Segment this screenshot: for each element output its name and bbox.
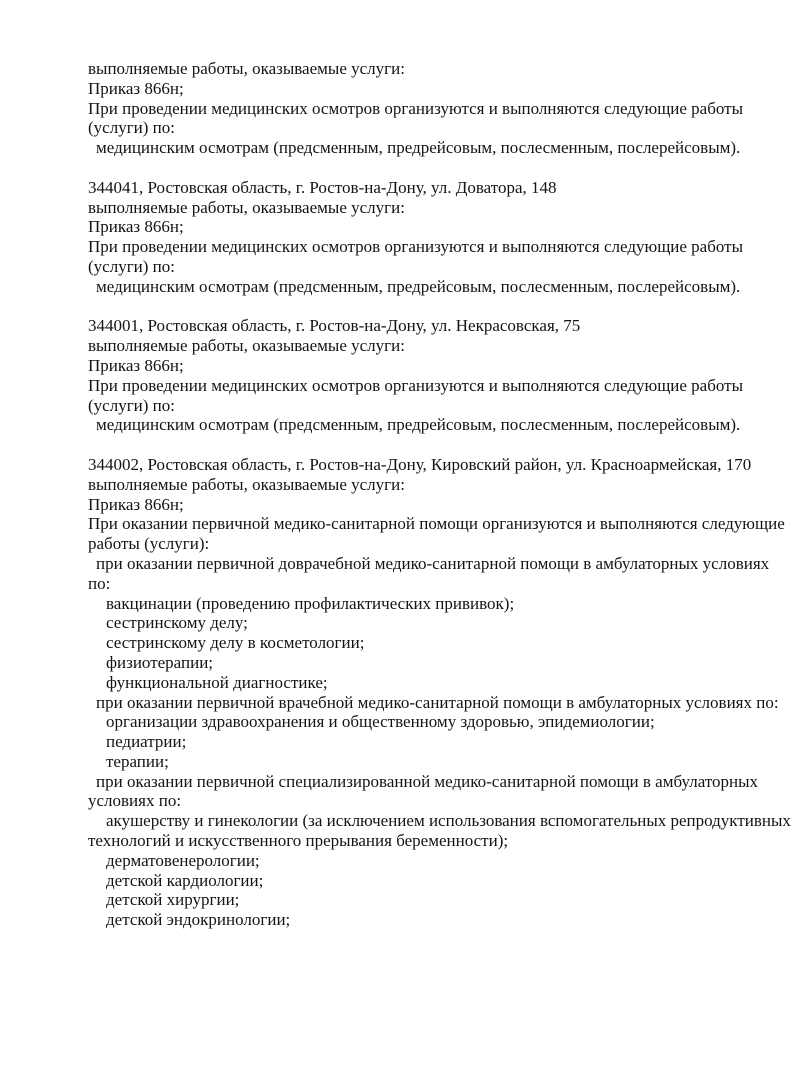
text-line: выполняемые работы, оказываемые услуги: bbox=[88, 474, 405, 494]
text-line: детской хирургии; bbox=[106, 890, 240, 910]
license-section-1 bbox=[88, 59, 784, 158]
license-section-4 bbox=[88, 454, 791, 930]
text-line: организации здравоохранения и общественному здоровью, эпидемиологии; bbox=[106, 712, 655, 732]
text-line: Приказ 866н; bbox=[88, 355, 184, 375]
text-line: (услуги) по: bbox=[88, 395, 175, 415]
text-line: при оказании первичной врачебной медико-санитарной помощи в амбулаторных условиях по: bbox=[96, 692, 779, 712]
text-line: работы (услуги): bbox=[88, 534, 210, 554]
text-line: Приказ 866н; bbox=[88, 78, 184, 98]
text-line: сестринскому делу; bbox=[106, 613, 248, 633]
text-line: детской эндокринологии; bbox=[106, 910, 291, 930]
text-line: (услуги) по: bbox=[88, 118, 175, 138]
license-section-3 bbox=[88, 316, 784, 435]
text-line: 344001, Ростовская область, г. Ростов-на-Дону, ул. Некрасовская, 75 bbox=[88, 316, 581, 336]
text-line: (услуги) по: bbox=[88, 256, 175, 276]
text-line: детской кардиологии; bbox=[106, 870, 264, 890]
text-line: 344002, Ростовская область, г. Ростов-на-Дону, Кировский район, ул. Красноармейская, 170 bbox=[88, 454, 752, 474]
text-line: вакцинации (проведению профилактических прививок); bbox=[106, 593, 515, 613]
text-line: по: bbox=[88, 573, 111, 593]
text-line: При проведении медицинских осмотров организуются и выполняются следующие работы bbox=[88, 375, 743, 395]
text-line: педиатрии; bbox=[106, 732, 187, 752]
text-line: дерматовенерологии; bbox=[106, 850, 260, 870]
text-line: функциональной диагностике; bbox=[106, 672, 328, 692]
text-line: терапии; bbox=[106, 751, 169, 771]
text-line: сестринскому делу в косметологии; bbox=[106, 633, 365, 653]
license-section-2 bbox=[88, 178, 784, 297]
text-line: медицинским осмотрам (предсменным, предрейсовым, послесменным, послерейсовым). bbox=[96, 276, 741, 296]
text-line: медицинским осмотрам (предсменным, предрейсовым, послесменным, послерейсовым). bbox=[96, 138, 741, 158]
text-line: 344041, Ростовская область, г. Ростов-на-Дону, ул. Доватора, 148 bbox=[88, 177, 557, 197]
license-works-text bbox=[88, 59, 791, 930]
text-line: при оказании первичной специализированной медико-санитарной помощи в амбулаторных bbox=[96, 771, 759, 791]
text-line: При проведении медицинских осмотров организуются и выполняются следующие работы bbox=[88, 237, 743, 257]
text-line: акушерству и гинекологии (за исключением использования вспомогательных репродуктивных bbox=[106, 811, 791, 831]
text-line: технологий и искусственного прерывания беременности); bbox=[88, 831, 509, 851]
text-line: выполняемые работы, оказываемые услуги: bbox=[88, 336, 405, 356]
text-line: условиях по: bbox=[88, 791, 182, 811]
text-line: При проведении медицинских осмотров организуются и выполняются следующие работы bbox=[88, 98, 743, 118]
text-line: Приказ 866н; bbox=[88, 494, 184, 514]
text-line: при оказании первичной доврачебной медико-санитарной помощи в амбулаторных условиях bbox=[96, 553, 770, 573]
text-line: выполняемые работы, оказываемые услуги: bbox=[88, 197, 405, 217]
text-line: Приказ 866н; bbox=[88, 217, 184, 237]
text-line: При оказании первичной медико-санитарной помощи организуются и выполняются следующие bbox=[88, 514, 785, 534]
text-line: выполняемые работы, оказываемые услуги: bbox=[88, 59, 405, 78]
text-line: физиотерапии; bbox=[106, 652, 214, 672]
text-line: медицинским осмотрам (предсменным, предрейсовым, послесменным, послерейсовым). bbox=[96, 415, 741, 435]
